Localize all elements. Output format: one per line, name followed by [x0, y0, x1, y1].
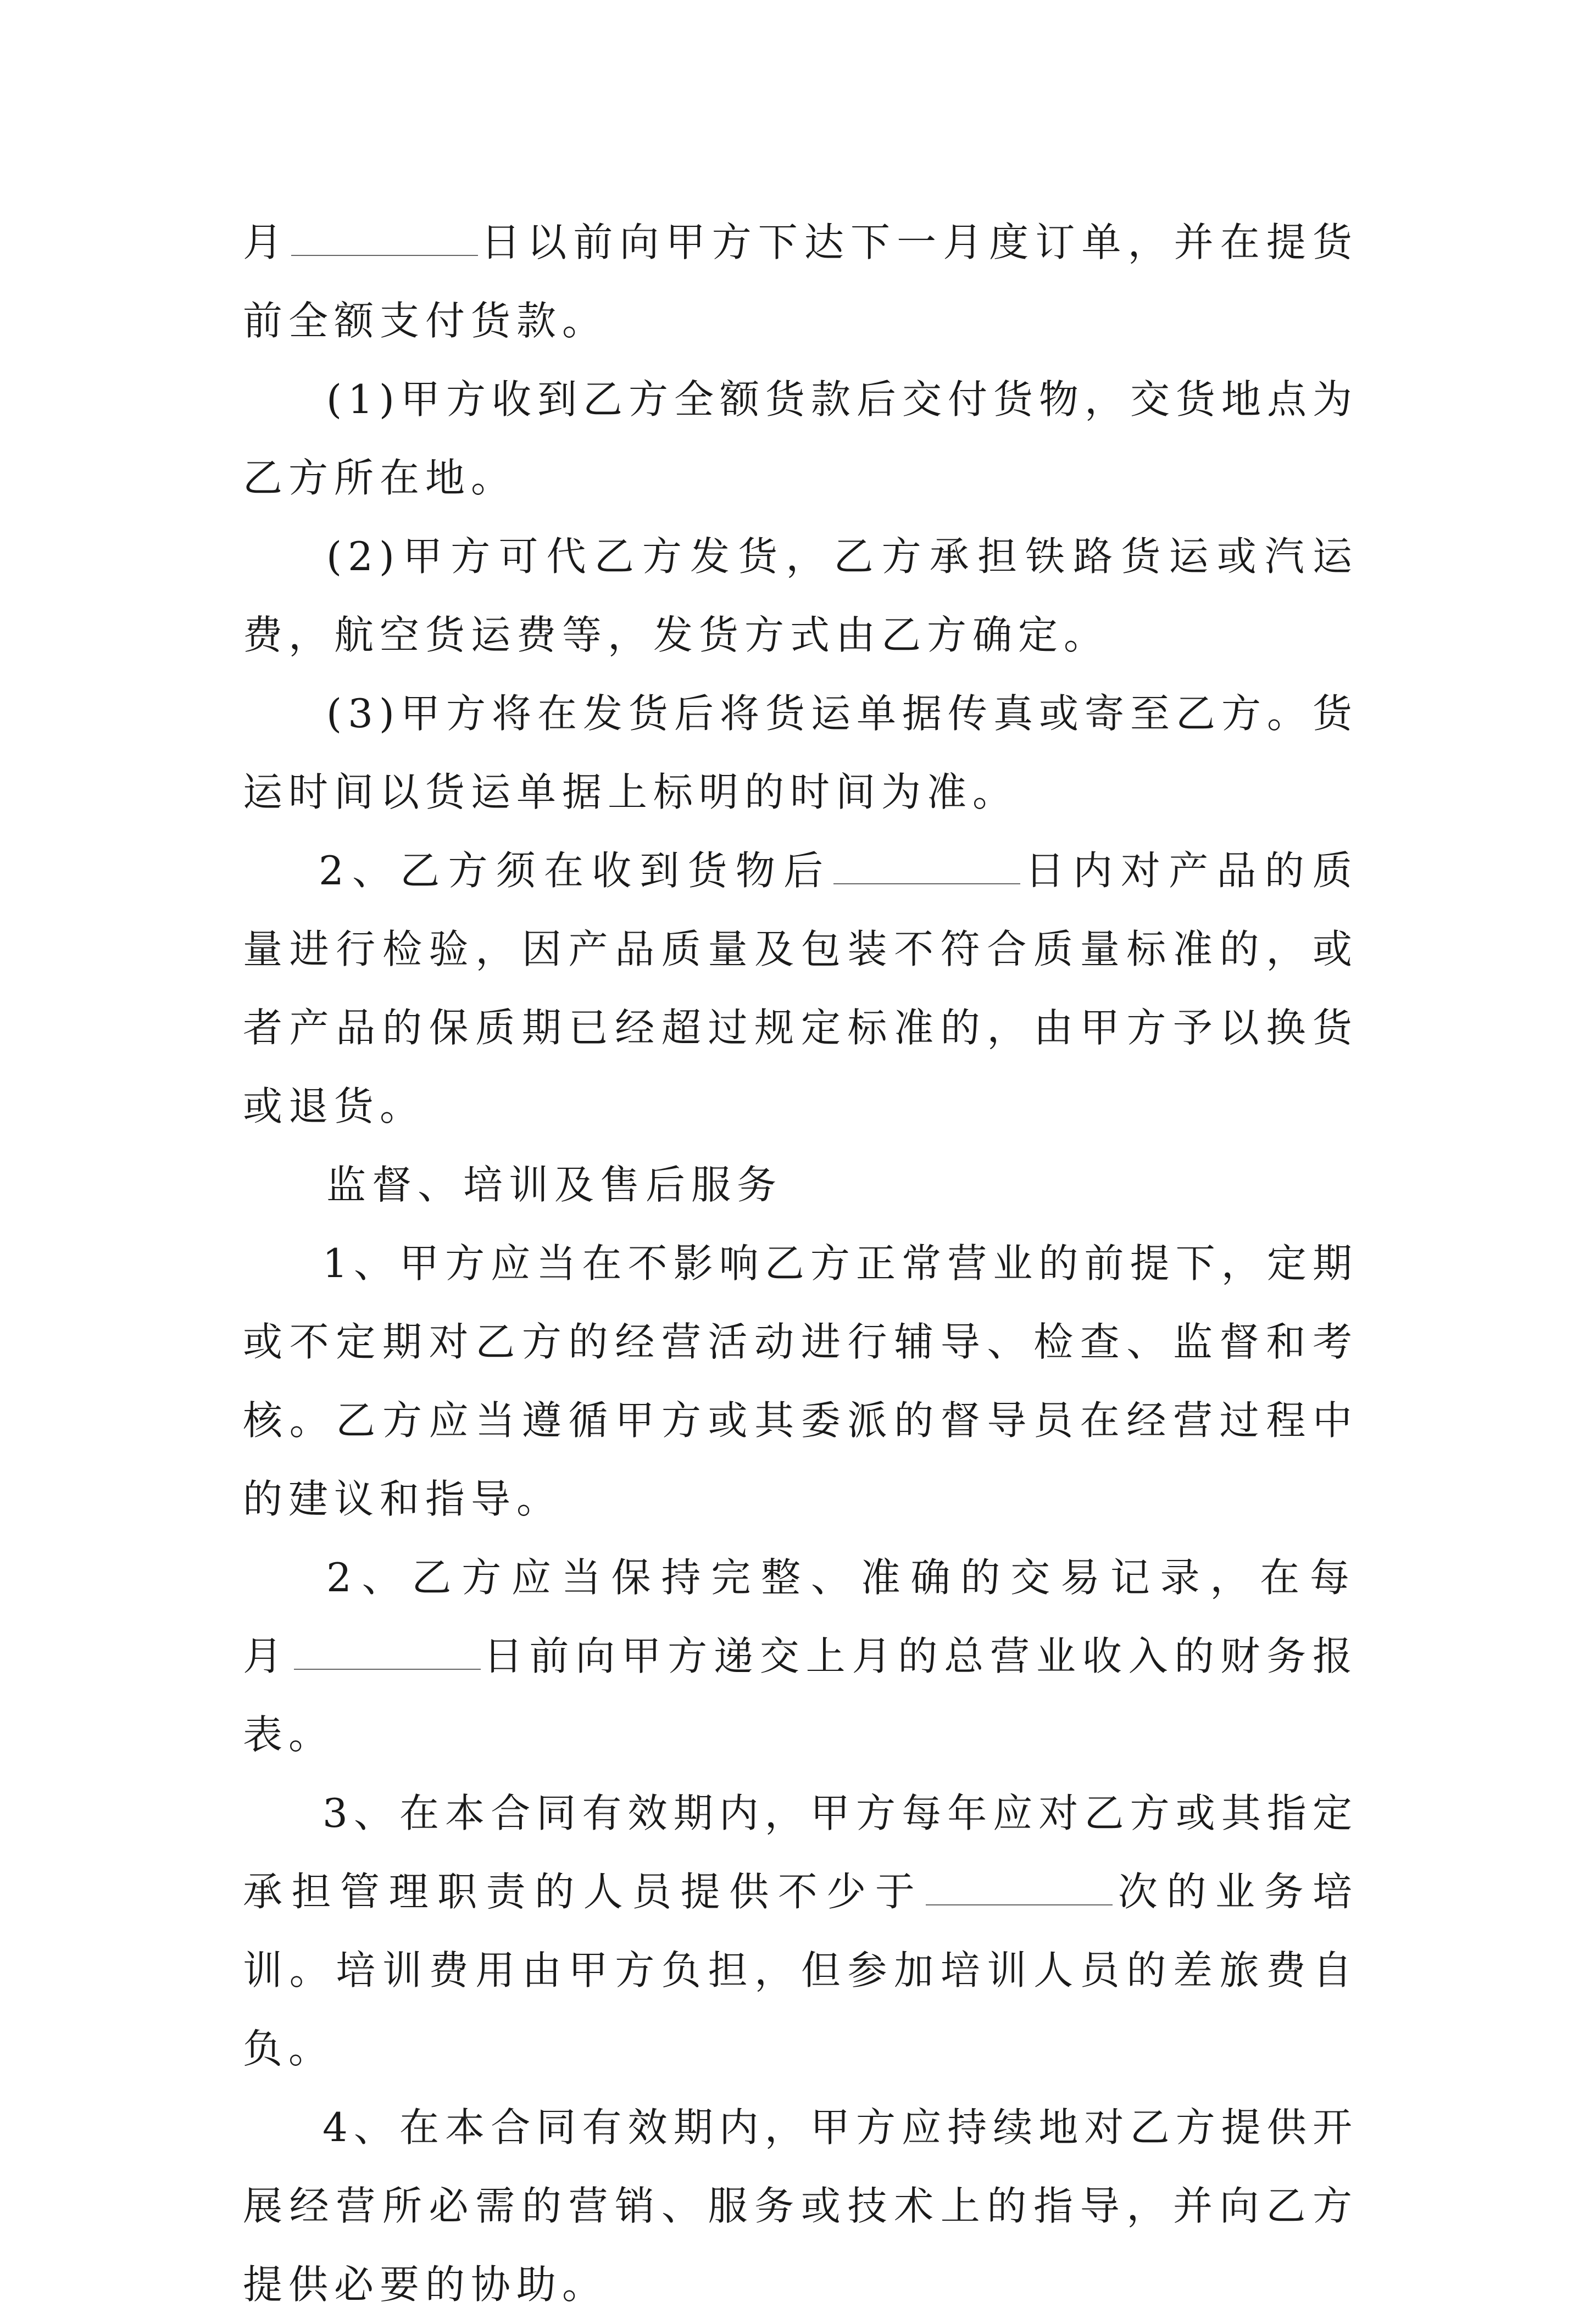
paragraph-text: 日前向甲方递交上月的总营业收入的财务报表。 — [243, 1633, 1358, 1758]
blank-line — [833, 850, 1020, 884]
paragraph-training — [243, 1774, 1358, 2088]
paragraph-inspection — [243, 832, 1358, 1146]
document-body — [243, 203, 1358, 2324]
paragraph-text: (2)甲方可代乙方发货，乙方承担铁路货运或汽运费，航空货运费等，发货方式由乙方确定。 — [243, 533, 1358, 658]
paragraph-shipping-documents — [243, 675, 1358, 832]
section-title: 监督、培训及售后服务 — [326, 1162, 783, 1208]
paragraph-order-deadline — [243, 203, 1358, 360]
paragraph-text: (3)甲方将在发货后将货运单据传真或寄至乙方。货运时间以货运单据上标明的时间为准。 — [243, 690, 1358, 815]
blank-line — [291, 222, 478, 256]
paragraph-records — [243, 1539, 1358, 1774]
paragraph-text: 日以前向甲方下达下一月度订单，并在提货前全额支付货款。 — [243, 219, 1358, 344]
paragraph-delivery-location — [243, 360, 1358, 517]
paragraph-text: 2、乙方应当保持完整、准确的交易记录，在每月 — [243, 1554, 1358, 1679]
paragraph-text: 1、甲方应当在不影响乙方正常营业的前提下，定期或不定期对乙方的经营活动进行辅导、检查、监督和考核。乙方应当遵循甲方或其委派的督导员在经营过程中的建议和指导。 — [243, 1240, 1358, 1522]
paragraph-text: 4、在本合同有效期内，甲方应持续地对乙方提供开展经营所必需的营销、服务或技术上的指导，并向乙方提供必要的协助。 — [243, 2104, 1358, 2308]
paragraph-supervision — [243, 1224, 1358, 1539]
paragraph-text: 2、乙方须在收到货物后 — [319, 848, 832, 894]
paragraph-text: 日内对产品的质量进行检验，因产品质量及包装不符合质量标准的，或者产品的保质期已经超过规定标准的，由甲方予以换货或退货。 — [243, 848, 1358, 1129]
paragraph-guidance — [243, 2088, 1358, 2324]
blank-line — [294, 1636, 481, 1670]
paragraph-shipping — [243, 517, 1358, 675]
section-heading — [243, 1146, 1358, 1224]
paragraph-text: 次的业务培训。培训费用由甲方负担，但参加培训人员的差旅费自负。 — [243, 1869, 1358, 2072]
blank-line — [926, 1871, 1113, 1905]
paragraph-text: 月 — [243, 219, 290, 265]
paragraph-text: 3、在本合同有效期内，甲方每年应对乙方或其指定承担管理职责的人员提供不少于 — [243, 1790, 1358, 1915]
paragraph-text: (1)甲方收到乙方全额货款后交付货物，交货地点为乙方所在地。 — [243, 376, 1358, 501]
